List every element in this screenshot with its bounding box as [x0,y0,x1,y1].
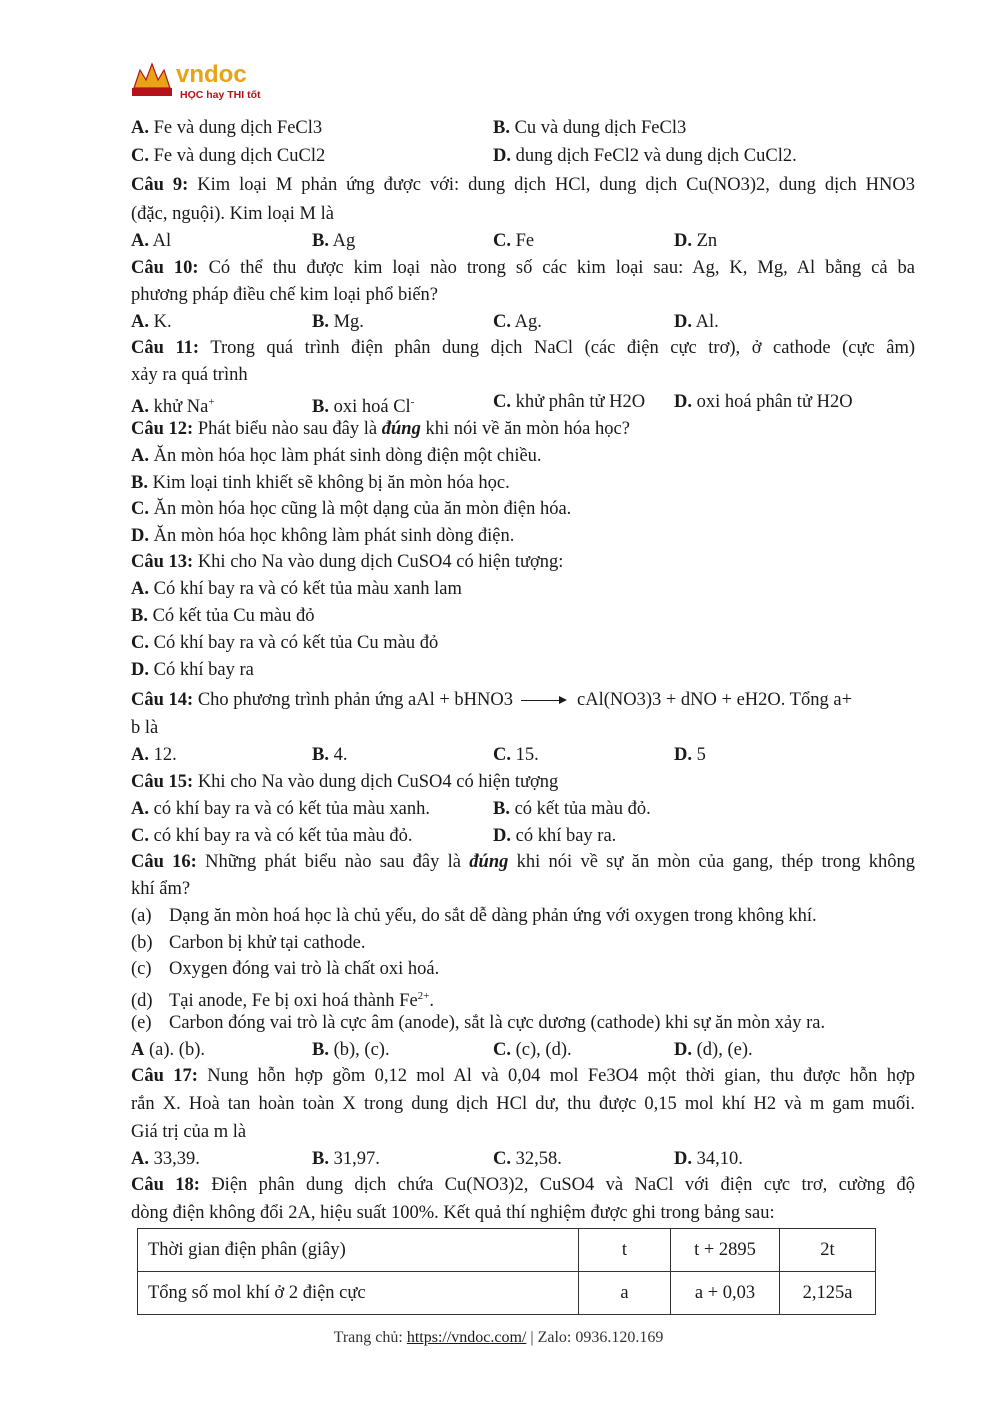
page-footer [0,1329,997,1347]
q16-statement-c: (c) Oxygen đóng vai trò là chất oxi hoá. [131,959,440,979]
q15-option-c: C. có khí bay ra và có kết tủa màu đỏ. [131,826,413,846]
q14-option-c: C. 15. [493,745,539,765]
q16-stem-line2: khí ẩm? [131,879,191,899]
q18-stem-line2: dòng điện không đổi 2A, hiệu suất 100%. Kết quả thí nghiệm được ghi trong bảng sau: [131,1203,775,1223]
q12-stem: Câu 12: Phát biểu nào sau đây là đúng khi nói về ăn mòn hóa học? [131,419,630,439]
q11-option-a: A. khử Na+ [131,396,215,418]
table-cell: Tổng số mol khí ở 2 điện cực [138,1272,579,1315]
q13-option-b: B. Có kết tủa Cu màu đỏ [131,606,315,626]
q16-option-a: A (a). (b). [131,1040,205,1060]
table-cell: a [579,1272,671,1315]
q11-stem-line2: xảy ra quá trình [131,365,248,385]
electrolysis-table [137,1228,876,1315]
q18-stem-line1: Câu 18: Điện phân dung dịch chứa Cu(NO3)2, CuSO4 và NaCl với điện cực trơ, cường độ [131,1175,915,1195]
q10-option-b: B. Mg. [312,312,364,332]
q16-option-d: D. (d), (e). [674,1040,753,1060]
q12-option-b: B. Kim loại tinh khiết sẽ không bị ăn mòn hóa học. [131,473,510,493]
table-row [138,1272,876,1315]
q8-option-c: C. Fe và dung dịch CuCl2 [131,146,326,166]
q11-option-c: C. khử phân tử H2O [493,392,646,412]
q12-option-c: C. Ăn mòn hóa học cũng là một dạng của ăn mòn điện hóa. [131,499,572,519]
reaction-arrow-icon [521,696,567,706]
q16-statement-e: (e) Carbon đóng vai trò là cực âm (anode), sắt là cực dương (cathode) khi sự ăn mòn xảy ra. [131,1013,826,1033]
footer-contact: | Zalo: 0936.120.169 [530,1329,664,1346]
q14-stem-line1: Câu 14: Cho phương trình phản ứng aAl + bHNO3 cAl(NO3)3 + dNO + eH2O. Tổng a+ [131,690,853,710]
q16-statement-d: (d) Tại anode, Fe bị oxi hoá thành $Fe^{2+}$. [131,990,435,1012]
q16-statement-b: (b) Carbon bị khử tại cathode. [131,933,366,953]
q11-option-d: D. oxi hoá phân tử H2O [674,392,853,412]
q16-stem-line1: Câu 16: Những phát biểu nào sau đây là đúng khi nói về sự ăn mòn của gang, thép trong không [131,852,916,872]
table-cell: Thời gian điện phân (giây) [138,1229,579,1272]
q9-stem-line1: Câu 9: Kim loại M phản ứng được với: dung dịch HCl, dung dịch Cu(NO3)2, dung dịch HNO3 [131,175,915,195]
q15-option-a: A. có khí bay ra và có kết tủa màu xanh. [131,799,430,819]
table-cell: t + 2895 [671,1229,780,1272]
q14-option-b: B. 4. [312,745,348,765]
logo-slogan: HỌC hay THI tốt [180,89,261,101]
q10-option-c: C. Ag. [493,312,542,332]
q13-option-d: D. Có khí bay ra [131,660,254,680]
q12-option-a: A. Ăn mòn hóa học làm phát sinh dòng điện một chiều. [131,446,542,466]
logo-brand: vndoc [176,61,247,88]
q13-option-a: A. Có khí bay ra và có kết tủa màu xanh lam [131,579,462,599]
homepage-link[interactable]: https://vndoc.com/ [406,1329,527,1346]
q12-option-d: D. Ăn mòn hóa học không làm phát sinh dòng điện. [131,526,515,546]
q10-stem-line1: Câu 10: Có thể thu được kim loại nào trong số các kim loại sau: Ag, K, Mg, Al bằng cả ba [131,258,916,278]
q8-option-a: A. Fe và dung dịch FeCl3 [131,118,323,138]
table-cell: a + 0,03 [671,1272,780,1315]
q17-stem-line2: rắn X. Hoà tan hoàn toàn X trong dung dịch HCl dư, thu được 0,15 mol khí H2 và m gam muối. [131,1094,915,1114]
q9-option-a: A. Al [131,231,172,251]
q9-stem-line2: (đặc, nguội). Kim loại M là [131,204,334,224]
q8-option-d: D. dung dịch FeCl2 và dung dịch CuCl2. [493,146,797,166]
q10-stem-line2: phương pháp điều chế kim loại phổ biến? [131,285,439,305]
q17-option-a: A. 33,39. [131,1149,200,1169]
q17-stem-line1: Câu 17: Nung hỗn hợp gồm 0,12 mol Al và 0,04 mol Fe3O4 một thời gian, thu được hỗn hợp [131,1066,916,1086]
q9-option-d: D. Zn [674,231,718,251]
table-cell: 2t [780,1229,876,1272]
q15-stem: Câu 15: Khi cho Na vào dung dịch CuSO4 có hiện tượng [131,772,559,792]
q17-stem-line3: Giá trị của m là [131,1122,247,1142]
q10-option-d: D. Al. [674,312,719,332]
q9-option-c: C. Fe [493,231,535,251]
table-cell: t [579,1229,671,1272]
q16-option-c: C. (c), (d). [493,1040,572,1060]
q17-option-d: D. 34,10. [674,1149,743,1169]
vndoc-logo [130,58,280,102]
table-cell: 2,125a [780,1272,876,1315]
q13-option-c: C. Có khí bay ra và có kết tủa Cu màu đỏ [131,633,439,653]
q16-option-b: B. (b), (c). [312,1040,390,1060]
q17-option-b: B. 31,97. [312,1149,380,1169]
q14-option-d: D. 5 [674,745,706,765]
q14-option-a: A. 12. [131,745,177,765]
q17-option-c: C. 32,58. [493,1149,562,1169]
q16-statement-a: (a) Dạng ăn mòn hoá học là chủ yếu, do sắt dễ dàng phản ứng với oxygen trong không khí. [131,906,817,926]
footer-label: Trang chủ: [333,1329,403,1346]
table-row [138,1229,876,1272]
q10-option-a: A. K. [131,312,172,332]
q15-option-b: B. có kết tủa màu đỏ. [493,799,651,819]
q11-stem-line1: Câu 11: Trong quá trình điện phân dung dịch NaCl (các điện cực trơ), ở cathode (cực âm) [131,338,916,358]
q15-option-d: D. có khí bay ra. [493,826,617,846]
q13-stem: Câu 13: Khi cho Na vào dung dịch CuSO4 có hiện tượng: [131,552,564,572]
q14-stem-line2: b là [131,718,159,738]
q9-option-b: B. Ag [312,231,356,251]
q8-option-b: B. Cu và dung dịch FeCl3 [493,118,687,138]
q11-option-b: B. oxi hoá Cl- [312,396,415,418]
